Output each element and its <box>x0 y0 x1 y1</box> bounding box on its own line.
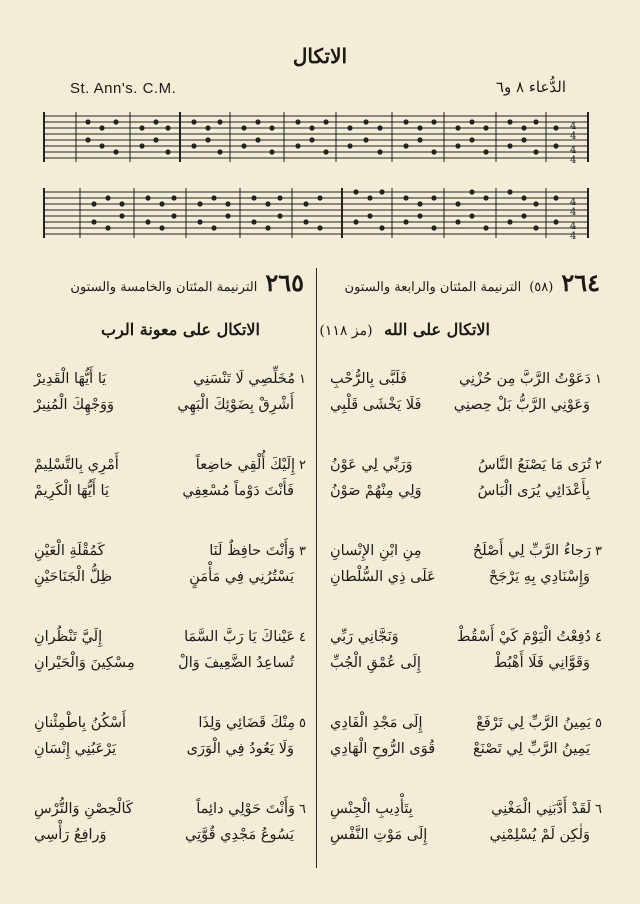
hymn-265-header <box>70 268 304 297</box>
verse-hemistich: وَلٰكِن لَمْ يُسْلِمْنِي <box>489 827 590 843</box>
column-divider <box>316 268 317 868</box>
verse-hemistich: فَلَبَّى بِالرُّحْبِ <box>330 371 407 387</box>
staff-notation-1 <box>40 108 592 164</box>
hymn-265-stanza-5 <box>34 710 306 762</box>
verse-hemistich: وَنَجَّانِي رَبِّي <box>330 629 399 645</box>
hymn-265-stanza-6 <box>34 796 306 848</box>
verse-hemistich: يَرْعَبُنِي إِنْسَانِ <box>34 741 117 757</box>
stanza-number: ١ <box>299 372 306 387</box>
hymn-264-stanza-4 <box>330 624 602 676</box>
verse-hemistich: وَأَنْتَ حافِظٌ لَنَا <box>209 543 296 559</box>
tune-name: St. Ann's. C.M. <box>70 80 177 97</box>
verse-hemistich: قُوَى الرُّوحِ الْهَادِي <box>330 741 436 757</box>
subtitle-ref: (مز ١١٨) <box>319 323 373 339</box>
verse-hemistich: عَلَى ذِي السُّلْطانِ <box>330 569 436 585</box>
svg-text:4: 4 <box>570 221 577 232</box>
verse-hemistich: كَمُقْلَةِ الْعَيْنِ <box>34 543 105 559</box>
svg-text:4: 4 <box>570 131 577 142</box>
stanza-number: ٤ <box>595 630 602 645</box>
verse-hemistich: بِتَأْدِيبِ الْجِنْسِ <box>330 801 413 817</box>
svg-text:4: 4 <box>570 231 577 240</box>
music-staff-system-1 <box>40 108 592 164</box>
hymn-description: الترنيمة المئتان والرابعة والستون <box>344 280 522 295</box>
verse-hemistich: وَرافِعُ رَأْسِي <box>34 827 107 843</box>
verse-hemistich: إِلَى مَجْدِ الْفَادِي <box>330 715 423 731</box>
verse-hemistich: فَلَا يَخْشَى قَلْبِي <box>330 397 422 413</box>
hymn-264-subtitle <box>319 320 490 339</box>
hymn-264-stanza-5 <box>330 710 602 762</box>
hymn-264-stanza-3 <box>330 538 602 590</box>
verse-hemistich: تُرَى مَا يَصْنَعُ النَّاسُ <box>477 457 592 473</box>
verse-hemistich: يَمِينُ الرَّبِّ لِي تَصْنَعْ <box>473 741 590 757</box>
hymn-264-stanza-1 <box>330 366 602 418</box>
hymn-264-stanza-2 <box>330 452 602 504</box>
stanza-number: ٦ <box>595 802 602 817</box>
verse-hemistich: يَمِينُ الرَّبِّ لِي تَرْفَعْ <box>476 715 592 731</box>
music-staff-system-2 <box>40 184 592 240</box>
verse-hemistich: يَا أَيُّهَا الْقَدِيرْ <box>34 371 107 387</box>
verse-hemistich: دَعَوْتُ الرَّبَّ مِن حُزْنِي <box>458 371 592 387</box>
verse-hemistich: وَإِسْنَادِي بِهِ يَرْجَحْ <box>488 569 590 585</box>
stanza-number: ٤ <box>299 630 306 645</box>
svg-text:4: 4 <box>570 197 577 208</box>
svg-text:4: 4 <box>570 121 577 132</box>
verse-hemistich: أَسْكُنُ بِاطْمِئْنانِ <box>34 715 127 731</box>
verse-hemistich: أَمْرِي بِالتَّسْلِيمْ <box>34 457 119 473</box>
hymn-265-stanza-2 <box>34 452 306 504</box>
stanza-number: ٦ <box>299 802 306 817</box>
verse-hemistich: مِنِ ابْنِ الإِنْسانِ <box>330 543 422 559</box>
verse-hemistich: دُفِعْتُ الْيَوْمَ كَيْ أَسْقُطْ <box>457 629 592 645</box>
verse-hemistich: أَشْرِقْ بِضَوْئِكَ الْبَهِي <box>177 397 294 413</box>
hymn-number: ٢٦٥ <box>265 268 304 297</box>
verse-hemistich: وَلِي مِنْهُمْ صَوْنُ <box>330 483 422 499</box>
subtitle-text: الاتكال على معونة الرب <box>100 320 260 339</box>
verse-hemistich: كَالْحِصْنِ وَالتُّرْسِ <box>34 801 133 817</box>
verse-hemistich: إِلَيْكَ أُلْقِي خاضِعاً <box>195 457 296 473</box>
verse-hemistich: بِأَعْدَائِي يُرَى الْبَاسُ <box>477 483 590 499</box>
verse-hemistich: يَا أَيُّهَا الْكَرِيمْ <box>34 483 109 499</box>
verse-hemistich: وَقَوَّانِي فَلَا أَهْبُطْ <box>493 655 590 671</box>
stanza-number: ٥ <box>299 716 306 731</box>
hymn-265-stanza-4 <box>34 624 306 676</box>
verse-hemistich: وَوَجْهِكَ الْمُنِيرْ <box>34 397 115 413</box>
verse-hemistich: يَسُوعُ مَجْدِي قُوَّتِي <box>185 827 294 843</box>
hymn-265-stanza-3 <box>34 538 306 590</box>
svg-text:4: 4 <box>570 155 577 164</box>
verse-hemistich: تُساعِدُ الضَّعِيفَ وَالْ <box>178 655 294 671</box>
verse-hemistich: عَيْناكَ يَا رَبَّ السَّمَا <box>184 629 296 645</box>
stanza-number: ٢ <box>299 458 306 473</box>
subtitle-text: الاتكال على الله <box>384 320 490 339</box>
svg-text:4: 4 <box>570 207 577 218</box>
verse-hemistich: إِلَيَّ تَنْظُرانِ <box>34 629 103 645</box>
meter-label: الدُّعاء ٨ و٦ <box>495 78 566 96</box>
hymn-265-subtitle <box>101 320 260 339</box>
stanza-number: ٢ <box>595 458 602 473</box>
staff-notation-2 <box>40 184 592 240</box>
verse-hemistich: مِنْكَ قَضَائِي وَلِذَا <box>198 715 296 731</box>
verse-hemistich: وَلَا يَعُودُ فِي الْوَرَى <box>186 741 294 757</box>
verse-hemistich: وَرَبِّي لِي عَوْنُ <box>330 457 413 473</box>
verse-hemistich: إِلَى مَوْتِ النَّفْسِ <box>330 827 428 843</box>
verse-hemistich: ظِلُّ الْجَنَاحَيْنِ <box>34 569 113 585</box>
page-title: الاتكال <box>292 44 348 68</box>
hymn-265-stanza-1 <box>34 366 306 418</box>
verse-hemistich: مُخَلِّصِي لَا تَنْسَنِي <box>193 371 296 387</box>
hymn-264-stanza-6 <box>330 796 602 848</box>
stanza-number: ٣ <box>595 544 602 559</box>
verse-hemistich: فَأَنْتَ دَوْماً مُسْعِفِي <box>182 483 294 499</box>
stanza-number: ٥ <box>595 716 602 731</box>
stanza-number: ٣ <box>299 544 306 559</box>
svg-text:4: 4 <box>570 145 577 156</box>
verse-hemistich: إِلَى عُمْقِ الْجُبِّ <box>330 655 421 671</box>
verse-hemistich: مِسْكِينَ وَالْحَيْرانِ <box>34 655 135 671</box>
verse-hemistich: رَجاءُ الرَّبِّ لِي أَصْلَحُ <box>472 543 592 559</box>
hymn-description: الترنيمة المئتان والخامسة والستون <box>70 280 258 295</box>
verse-hemistich: وَأَنْتَ حَوْلِي دائِماً <box>196 801 296 817</box>
verse-hemistich: لَقَدْ أَدَّبَنِي الْمَغْنِي <box>491 801 592 817</box>
stanza-number: ١ <box>595 372 602 387</box>
verse-hemistich: يَسْتُرُنِي فِي مَأْمَنٍ <box>189 569 294 585</box>
hymn-number: ٢٦٤ <box>561 268 600 297</box>
hymn-264-header <box>345 268 600 297</box>
verse-hemistich: وَعَوْنِي الرَّبُّ بَلْ حِصنِي <box>453 397 590 413</box>
hymn-ref: (٥٨) <box>529 280 554 295</box>
